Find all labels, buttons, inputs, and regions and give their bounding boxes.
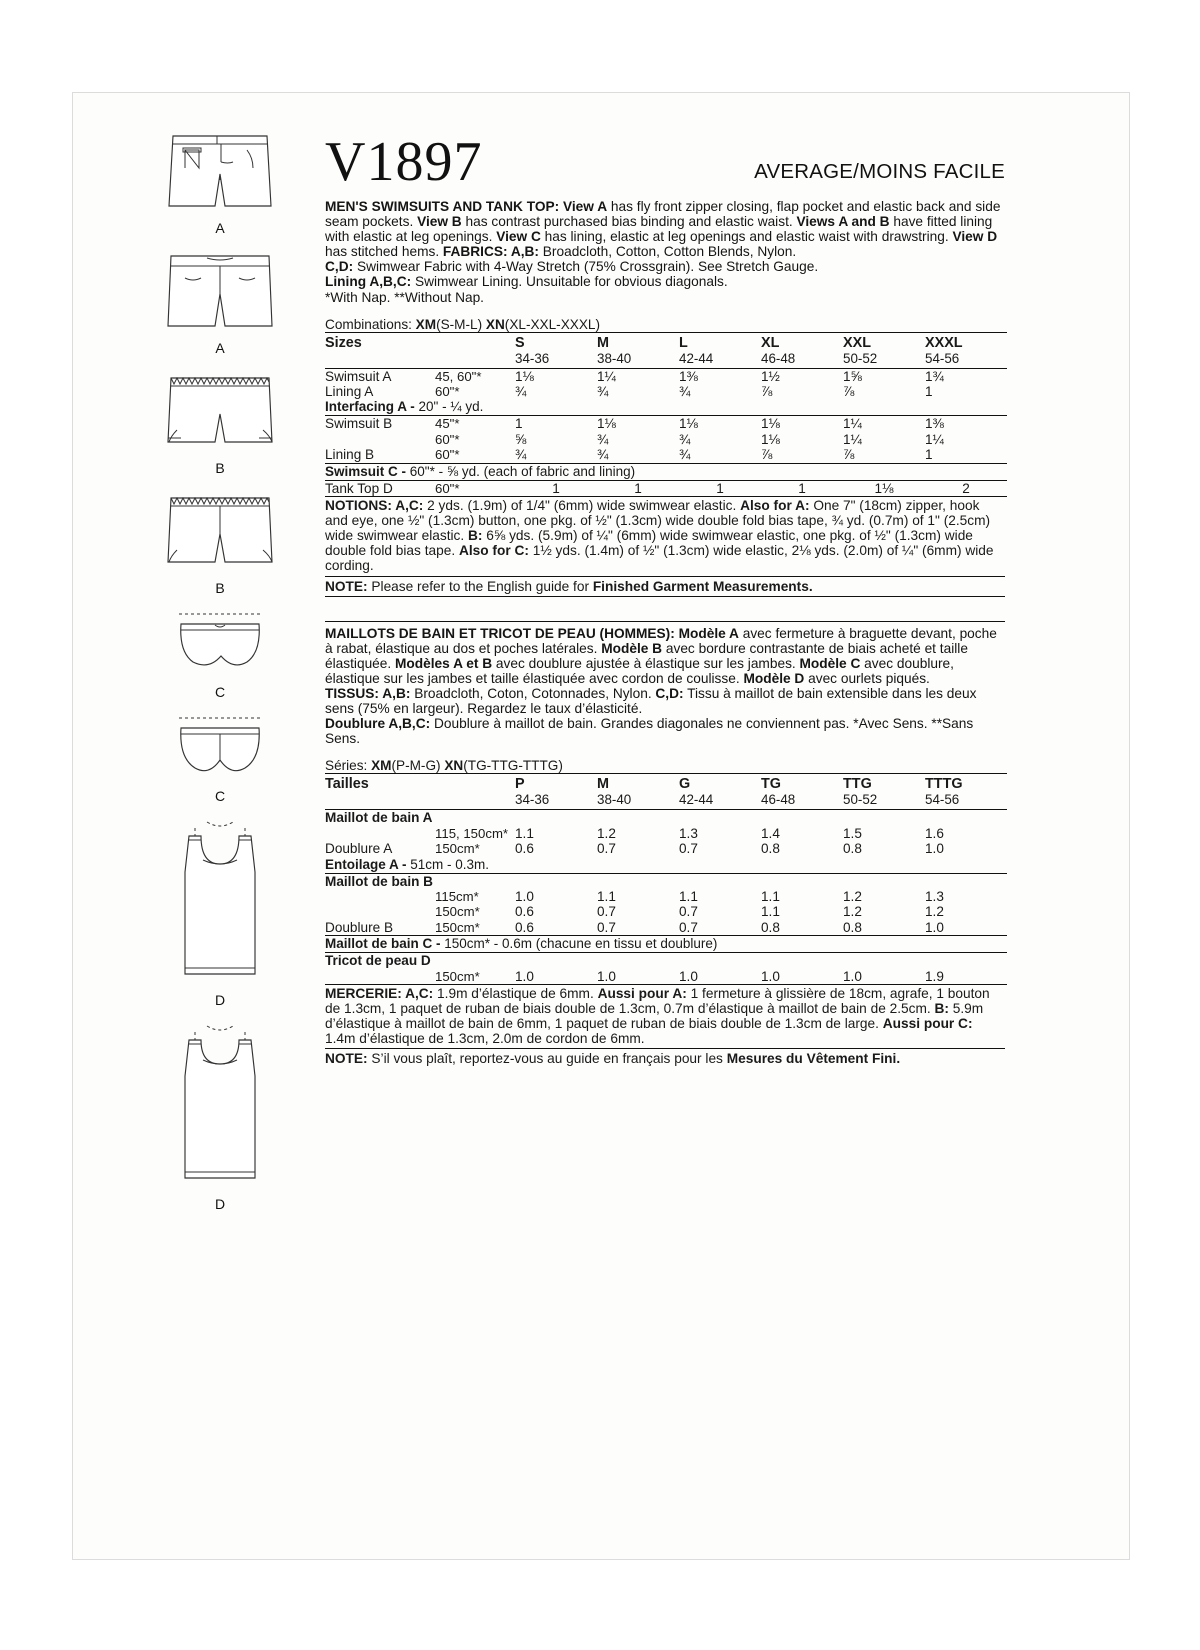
table-row — [325, 480, 1007, 496]
cell: ⅞ — [843, 447, 855, 463]
table-row — [325, 368, 1007, 384]
row-label — [325, 826, 435, 841]
cell: 0.7 — [679, 919, 698, 935]
cell: 1½ — [761, 368, 780, 384]
figure-label-d-front: D — [214, 992, 226, 1008]
row-label: Lining A — [325, 384, 374, 400]
view-c-brief-back-drawing — [155, 712, 285, 782]
cell: 0.6 — [515, 841, 534, 857]
row-label: Swimsuit B — [325, 416, 393, 432]
spacer — [325, 597, 1005, 619]
cell: ¾ — [597, 447, 609, 463]
width-col-header — [435, 332, 515, 351]
table-row — [325, 826, 1007, 841]
cell: 1.2 — [597, 825, 616, 841]
cell: 1⅜ — [925, 416, 944, 432]
cell: 1⅛ — [597, 416, 616, 432]
cell: ⅞ — [761, 384, 773, 400]
row-label — [325, 904, 435, 919]
figure-label-c-back: C — [214, 788, 226, 804]
size-range-5: 54-56 — [925, 792, 960, 808]
size-label-0: S — [515, 334, 525, 351]
view-a-shorts-back — [155, 248, 285, 334]
width-col-header — [435, 774, 515, 793]
swimsuit-c-row — [325, 463, 1007, 480]
cell: 1.0 — [515, 889, 534, 905]
cell: 1⅛ — [761, 431, 780, 447]
row-width: 150cm* — [435, 904, 480, 920]
french-metrage-table — [325, 773, 1007, 985]
cell: 0.8 — [843, 919, 862, 935]
text-column — [325, 128, 1005, 1067]
row-width: 45, 60"* — [435, 368, 482, 384]
maillot-c-row — [325, 936, 1007, 953]
english-yardage-table — [325, 332, 1007, 497]
cell: ¾ — [679, 431, 691, 447]
cell: 1 — [716, 480, 724, 496]
row-label: Tank Top D — [325, 480, 393, 496]
entoilage-text: Entoilage A - 51cm - 0.3m. — [325, 856, 490, 872]
figure-label-a-front: A — [215, 220, 225, 236]
figure-label-b-front: B — [215, 460, 225, 476]
cell: 0.8 — [761, 919, 780, 935]
cell: 1.3 — [679, 825, 698, 841]
row-width: 45"* — [435, 416, 460, 432]
cell: 1.2 — [843, 904, 862, 920]
size-label-4: XXL — [843, 334, 871, 351]
cell: 1⅛ — [761, 416, 780, 432]
english-note: NOTE: Please refer to the English guide for Finished Garment Measurements. — [325, 578, 813, 594]
size-range-3: 46-48 — [761, 792, 796, 808]
size-label-2: L — [679, 334, 688, 351]
cell: 0.7 — [597, 919, 616, 935]
row-label — [325, 969, 435, 985]
size-label-1: M — [597, 776, 609, 793]
sizes-title: Sizes — [325, 334, 362, 351]
row-width: 60"* — [435, 384, 460, 400]
table-row — [325, 432, 1007, 447]
figure-label-c-front: C — [214, 684, 226, 700]
size-range-5: 54-56 — [925, 350, 960, 366]
cell: ⅞ — [761, 447, 773, 463]
figure-label-a-back: A — [215, 340, 225, 356]
row-width: 150cm* — [435, 841, 480, 857]
row-width: 115, 150cm* — [435, 825, 509, 841]
cell: 0.7 — [679, 841, 698, 857]
cell: 0.6 — [515, 919, 534, 935]
english-notions: NOTIONS: A,C: 2 yds. (1.9m) of 1/4" (6mm) wide swimwear elastic. Also for A: One 7" (18cm) zipper, hook and eye, one ½" (1.3cm) button, one pkg. of ½" (1.3cm) wide double fold bias tape, ¾ yd. (0.7m) of 1" (2.5cm) wide swimwear elastic. B: 6⅝ yds. (5.9m) of ¼" (6mm) wide swimwear elastic, one pkg. of ½" (1.3cm) wide double fold bias tape. Also for C: 1½ yds. (1.4m) of ½" (1.3cm) wide elastic, 2⅛ yds. (2.0m) of ¼" (6mm) wide cording. — [325, 498, 994, 574]
table-row — [325, 447, 1007, 463]
row-label: Doublure A — [325, 841, 393, 857]
view-d-tank-front-drawing — [155, 816, 285, 986]
view-a-shorts-front — [155, 128, 285, 214]
group-label-row — [325, 810, 1007, 826]
figure-label-d-back: D — [214, 1196, 226, 1212]
cell: ⅝ — [515, 431, 527, 447]
interfacing-text: Interfacing A - 20" - ¼ yd. — [325, 399, 484, 415]
view-b-shorts-back-drawing — [155, 488, 285, 574]
size-range-4: 50-52 — [843, 792, 878, 808]
cell: 1 — [552, 480, 560, 496]
size-label-5: XXXL — [925, 334, 963, 351]
cell: ¾ — [679, 384, 691, 400]
cell: 0.6 — [515, 904, 534, 920]
pattern-number: V1897 — [325, 131, 483, 193]
cell: 1.1 — [761, 889, 780, 905]
cell: ¾ — [679, 447, 691, 463]
entoilage-row — [325, 857, 1007, 874]
size-range-2: 42-44 — [679, 792, 714, 808]
cell: 1.0 — [679, 968, 698, 984]
cell: 0.7 — [597, 841, 616, 857]
size-label-4: TTG — [843, 776, 872, 793]
cell: 0.8 — [843, 841, 862, 857]
swimsuit-c-text: Swimsuit C - 60"* - ⅝ yd. (each of fabric and lining) — [325, 463, 636, 479]
row-label: Swimsuit A — [325, 368, 392, 384]
size-range-1: 38-40 — [597, 792, 632, 808]
row-label — [325, 889, 435, 904]
cell: 1.2 — [843, 889, 862, 905]
cell: 1.1 — [761, 904, 780, 920]
table-row — [325, 889, 1007, 904]
view-d-tank-back — [155, 1020, 285, 1190]
size-range-2: 42-44 — [679, 350, 714, 366]
cell: 0.7 — [679, 904, 698, 920]
group-label: Maillot de bain A — [325, 810, 433, 826]
row-width: 60"* — [435, 480, 460, 496]
english-combinations: Combinations: XM(S-M-L) XN(XL-XXL-XXXL) — [325, 316, 600, 332]
cell: 1.1 — [679, 889, 698, 905]
cell: 1⅛ — [515, 368, 534, 384]
group-label: Tricot de peau D — [325, 953, 431, 969]
line-drawings-column — [140, 128, 300, 1224]
cell: 1 — [634, 480, 642, 496]
cell: 1 — [925, 384, 933, 400]
cell: ⅞ — [843, 384, 855, 400]
size-label-3: XL — [761, 334, 780, 351]
cell: 1.3 — [925, 889, 944, 905]
cell: 1¼ — [843, 431, 862, 447]
table-row — [325, 920, 1007, 936]
difficulty-level: AVERAGE/MOINS FACILE — [754, 160, 1005, 183]
table-header-row — [325, 774, 1007, 793]
size-label-5: TTTG — [925, 776, 963, 793]
divider — [325, 621, 1005, 622]
cell: 1⅛ — [679, 416, 698, 432]
maillot-c-text: Maillot de bain C - 150cm* - 0.6m (chacune en tissu et doublure) — [325, 936, 718, 952]
row-width: 150cm* — [435, 968, 480, 984]
cell: 0.7 — [597, 904, 616, 920]
cell: 2 — [962, 480, 970, 496]
cell: 1 — [925, 447, 933, 463]
view-c-brief-front — [155, 608, 285, 678]
cell: 1.9 — [925, 968, 944, 984]
cell: 1 — [798, 480, 806, 496]
row-width: 115cm* — [435, 889, 479, 905]
table-row — [325, 416, 1007, 432]
tailles-title: Tailles — [325, 776, 369, 793]
english-description: MEN'S SWIMSUITS AND TANK TOP: View A has fly front zipper closing, flap pocket and elastic back and side seam pockets. View B has contrast purchased bias binding and elastic waist. Views A and B have fitted lining with elastic at leg openings. View C has lining, elastic at leg openings and elastic waist with drawstring. View D has stitched hems. FABRICS: A,B: Broadcloth, Cotton, Cotton Blends, Nylon. C,D: Swimwear Fabric with 4-Way Stretch (75% Crossgrain). See Stretch Gauge. Lining A,B,C: Swimwear Lining. Unsuitable for obvious diagonals. *With Nap. **Without Nap. — [325, 199, 1001, 305]
cell: 1.0 — [843, 968, 862, 984]
view-b-shorts-front-drawing — [155, 368, 285, 454]
cell: 1.1 — [515, 825, 534, 841]
group-label: Maillot de bain B — [325, 873, 433, 889]
size-range-1: 38-40 — [597, 350, 632, 366]
view-d-tank-back-drawing — [155, 1020, 285, 1190]
french-note: NOTE: S’il vous plaît, reportez-vous au guide en français pour les Mesures du Vêtement Fini. — [325, 1051, 901, 1067]
cell: 1⅛ — [874, 480, 894, 496]
table-row — [325, 969, 1007, 985]
table-header-row — [325, 332, 1007, 351]
table-row — [325, 841, 1007, 856]
header — [325, 128, 1005, 193]
group-label-row — [325, 953, 1007, 969]
table-row — [325, 904, 1007, 919]
row-width: 60"* — [435, 447, 460, 463]
group-label-row — [325, 873, 1007, 889]
cell: ¾ — [515, 384, 527, 400]
cell: 1.2 — [925, 904, 944, 920]
view-d-tank-front — [155, 816, 285, 986]
french-series: Séries: XM(P-M-G) XN(TG-TTG-TTTG) — [325, 758, 563, 774]
cell: 1¾ — [925, 368, 944, 384]
french-description: MAILLOTS DE BAIN ET TRICOT DE PEAU (HOMMES): Modèle A avec fermeture à braguette devant, poche à rabat, élastique au dos et poches latérales. Modèle B avec bordure contrastante de biais acheté et taille élastiquée. Modèles A et B avec doublure ajustée à élastique sur les jambes. Modèle C avec doublure, élastique sur les jambes et taille élastiquée avec cordon de coulisse. Modèle D avec ourlets piqués. TISSUS: A,B: Broadcloth, Coton, Cotonnades, Nylon. C,D: Tissu à maillot de bain extensible dans les deux sens (75% en largeur). Regardez le taux d’élasticité. Doublure A,B,C: Doublure à maillot de bain. Grandes diagonales ne conviennent pas. *Avec Sens. **Sans Sens. — [325, 625, 997, 747]
row-width: 150cm* — [435, 919, 480, 935]
row-label — [325, 432, 435, 447]
cell: 0.8 — [761, 841, 780, 857]
row-label: Lining B — [325, 447, 375, 463]
cell: 1.5 — [843, 825, 862, 841]
row-label: Doublure B — [325, 919, 394, 935]
view-c-brief-front-drawing — [155, 608, 285, 678]
row-width: 60"* — [435, 431, 460, 447]
cell: 1.4 — [761, 825, 780, 841]
table-row — [325, 384, 1007, 399]
figure-label-b-back: B — [215, 580, 225, 596]
cell: ¾ — [515, 447, 527, 463]
view-b-shorts-front — [155, 368, 285, 454]
view-c-brief-back — [155, 712, 285, 782]
cell: 1¼ — [597, 368, 616, 384]
table-subheader-row — [325, 792, 1007, 810]
size-label-0: P — [515, 776, 525, 793]
cell: 1¼ — [925, 431, 944, 447]
view-a-shorts-back-drawing — [155, 248, 285, 334]
cell: 1⅜ — [679, 368, 698, 384]
cell: 1.0 — [597, 968, 616, 984]
french-mercerie: MERCERIE: A,C: 1.9m d’élastique de 6mm. Aussi pour A: 1 fermeture à glissière de 18cm, agrafe, 1 bouton de 1.3cm, 1 paquet de ruban de biais double de 1.3cm, 0.7m d’élastique à maillot de bain de 2.5cm. B: 5.9m d’élastique à maillot de bain de 6mm, 1 paquet de ruban de biais double de 1.3cm de large. Aussi pour C: 1.4m d’élastique de 1.3cm, 2.0m de cordon de 6mm. — [325, 986, 990, 1047]
cell: 1.0 — [761, 968, 780, 984]
cell: 1.0 — [515, 968, 534, 984]
size-label-1: M — [597, 334, 609, 351]
size-range-3: 46-48 — [761, 350, 796, 366]
size-label-2: G — [679, 776, 691, 793]
cell: 1.0 — [925, 841, 944, 857]
cell: 1.6 — [925, 825, 944, 841]
cell: 1.0 — [925, 919, 944, 935]
view-a-shorts-front-drawing — [155, 128, 285, 214]
cell: 1⅝ — [843, 368, 862, 384]
size-range-0: 34-36 — [515, 350, 550, 366]
cell: 1.1 — [597, 889, 616, 905]
size-range-4: 50-52 — [843, 350, 878, 366]
cell: 1¼ — [843, 416, 862, 432]
cell: ¾ — [597, 384, 609, 400]
table-subheader-row — [325, 351, 1007, 369]
size-range-0: 34-36 — [515, 792, 550, 808]
cell: ¾ — [597, 431, 609, 447]
cell: 1 — [515, 416, 523, 432]
view-b-shorts-back — [155, 488, 285, 574]
interfacing-row — [325, 399, 1007, 416]
size-label-3: TG — [761, 776, 781, 793]
